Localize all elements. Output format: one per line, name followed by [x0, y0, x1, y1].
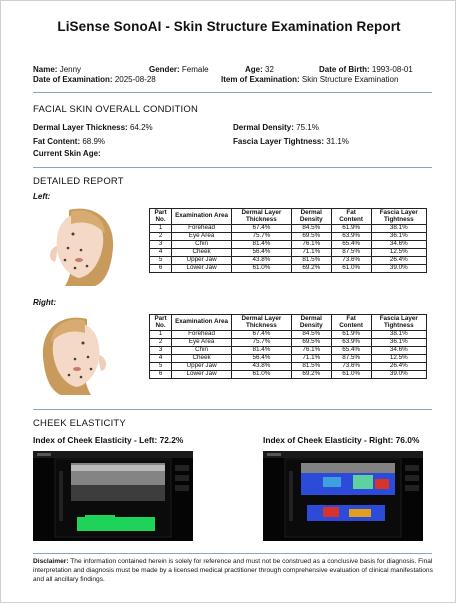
gender-label: Gender:: [149, 65, 180, 74]
table-cell: 81.4%: [231, 347, 291, 355]
dermal-density-value: 75.1%: [296, 123, 319, 132]
col-dermal-density: Dermal Density: [291, 209, 331, 225]
col-dermal-thickness: Dermal Layer Thickness: [231, 209, 291, 225]
table-cell: 56.4%: [231, 249, 291, 257]
overall-heading: FACIAL SKIN OVERALL CONDITION: [33, 104, 199, 115]
disclaimer-text: The information contained herein is solely for reference and must not be construed as a conclusive basis for diagnosis. Final interpretation and diagnosis must be made by a licensed medical practitioner through comprehensive evaluation of clinical manifestations and all ancillary findings.: [33, 558, 433, 583]
table-cell: 87.5%: [331, 249, 371, 257]
dermal-thickness-label: Dermal Layer Thickness:: [33, 123, 128, 132]
elasticity-right-value: 76.0%: [395, 435, 420, 445]
table-header-row: [150, 209, 427, 225]
fascia-tightness: [233, 137, 349, 147]
table-cell: 81.5%: [291, 363, 331, 371]
table-row: [150, 233, 427, 241]
table-cell: 84.5%: [291, 225, 331, 233]
table-cell: Upper Jaw: [172, 257, 232, 265]
col-fascia-tightness: Fascia Layer Tightness: [371, 209, 426, 225]
table-cell: 65.4%: [331, 241, 371, 249]
table-cell: Forehead: [172, 225, 232, 233]
table-cell: 75.7%: [231, 233, 291, 241]
table-cell: 69.5%: [291, 233, 331, 241]
elasticity-left: [33, 435, 183, 445]
detailed-heading: DETAILED REPORT: [33, 176, 124, 187]
table-cell: 1: [150, 331, 172, 339]
table-cell: 63.9%: [331, 339, 371, 347]
left-label: Left:: [33, 192, 51, 201]
right-label: Right:: [33, 298, 57, 307]
table-cell: 2: [150, 233, 172, 241]
table-cell: 56.4%: [231, 355, 291, 363]
left-table-body: [150, 225, 427, 273]
col-dermal-thickness: Dermal Layer Thickness: [231, 315, 291, 331]
table-cell: Eye Area: [172, 233, 232, 241]
table-cell: 63.9%: [331, 233, 371, 241]
fat-content: [33, 137, 105, 147]
left-detail-table: [149, 208, 427, 273]
dermal-density-label: Dermal Density:: [233, 123, 294, 132]
table-cell: Upper Jaw: [172, 363, 232, 371]
table-cell: 3: [150, 241, 172, 249]
dermal-thickness: [33, 123, 153, 133]
table-cell: Forehead: [172, 331, 232, 339]
table-cell: 6: [150, 371, 172, 379]
table-cell: 36.1%: [371, 233, 426, 241]
table-cell: 12.5%: [371, 249, 426, 257]
table-cell: Chin: [172, 241, 232, 249]
table-cell: 87.5%: [331, 355, 371, 363]
table-cell: 36.1%: [371, 339, 426, 347]
divider: [33, 167, 432, 168]
table-cell: 75.7%: [231, 339, 291, 347]
name-value: Jenny: [59, 65, 82, 74]
table-cell: Cheek: [172, 249, 232, 257]
table-cell: 61.0%: [331, 371, 371, 379]
col-dermal-density: Dermal Density: [291, 315, 331, 331]
table-cell: Eye Area: [172, 339, 232, 347]
age-value: 32: [265, 65, 274, 74]
table-cell: 6: [150, 265, 172, 273]
disclaimer: [33, 557, 433, 584]
table-cell: 69.5%: [291, 339, 331, 347]
table-cell: 39.0%: [371, 265, 426, 273]
skin-age: [33, 149, 101, 159]
table-cell: Cheek: [172, 355, 232, 363]
table-row: [150, 265, 427, 273]
dob-label: Date of Birth:: [319, 65, 370, 74]
table-row: [150, 371, 427, 379]
col-exam-area: Examination Area: [172, 209, 232, 225]
table-cell: 39.0%: [371, 371, 426, 379]
table-cell: 61.9%: [331, 331, 371, 339]
col-part-no: Part No.: [150, 315, 172, 331]
exam-date-label: Date of Examination:: [33, 75, 113, 84]
table-cell: 61.0%: [231, 371, 291, 379]
table-cell: 69.2%: [291, 265, 331, 273]
ultrasound-image-left: [33, 451, 193, 541]
gender-value: Female: [181, 65, 209, 74]
table-cell: 76.1%: [291, 241, 331, 249]
table-cell: 61.9%: [331, 225, 371, 233]
table-cell: 81.5%: [291, 257, 331, 265]
table-row: [150, 241, 427, 249]
elasticity-right-label: Index of Cheek Elasticity - Right:: [263, 435, 394, 445]
table-cell: 71.1%: [291, 249, 331, 257]
table-cell: 43.8%: [231, 257, 291, 265]
right-table-body: [150, 331, 427, 379]
table-cell: 84.5%: [291, 331, 331, 339]
table-cell: 4: [150, 249, 172, 257]
elasticity-heading: CHEEK ELASTICITY: [33, 418, 126, 429]
table-cell: 5: [150, 257, 172, 265]
table-cell: 81.4%: [231, 241, 291, 249]
table-cell: Lower Jaw: [172, 265, 232, 273]
dob-value: 1993-08-01: [371, 65, 413, 74]
table-cell: 71.1%: [291, 355, 331, 363]
table-cell: 67.4%: [231, 225, 291, 233]
table-cell: 69.2%: [291, 371, 331, 379]
table-row: [150, 347, 427, 355]
col-exam-area: Examination Area: [172, 315, 232, 331]
exam-date-value: 2025-08-28: [114, 75, 156, 84]
table-header-row: [150, 315, 427, 331]
table-row: [150, 339, 427, 347]
table-cell: 4: [150, 355, 172, 363]
col-fat-content: Fat Content: [331, 315, 371, 331]
col-fascia-tightness: Fascia Layer Tightness: [371, 315, 426, 331]
face-illustration-left: [35, 204, 121, 286]
fascia-label: Fascia Layer Tightness:: [233, 137, 324, 146]
fat-content-value: 68.9%: [82, 137, 106, 146]
table-cell: 26.4%: [371, 363, 426, 371]
table-cell: 61.0%: [331, 265, 371, 273]
elasticity-right: [263, 435, 419, 445]
divider: [33, 92, 432, 93]
table-cell: 73.6%: [331, 363, 371, 371]
table-cell: 67.4%: [231, 331, 291, 339]
col-part-no: Part No.: [150, 209, 172, 225]
table-cell: 65.4%: [331, 347, 371, 355]
table-cell: 61.0%: [231, 265, 291, 273]
table-cell: 38.1%: [371, 331, 426, 339]
exam-item-label: Item of Examination:: [221, 75, 300, 84]
dermal-density: [233, 123, 319, 133]
table-cell: 73.6%: [331, 257, 371, 265]
table-cell: 34.6%: [371, 241, 426, 249]
table-cell: 12.5%: [371, 355, 426, 363]
elasticity-left-label: Index of Cheek Elasticity - Left:: [33, 435, 158, 445]
table-cell: 5: [150, 363, 172, 371]
table-cell: Chin: [172, 347, 232, 355]
table-cell: 34.6%: [371, 347, 426, 355]
dermal-thickness-value: 64.2%: [129, 123, 153, 132]
table-cell: 38.1%: [371, 225, 426, 233]
table-cell: 26.4%: [371, 257, 426, 265]
divider: [33, 409, 432, 410]
table-cell: 43.8%: [231, 363, 291, 371]
right-detail-table: [149, 314, 427, 379]
divider: [33, 553, 432, 554]
table-cell: 3: [150, 347, 172, 355]
table-cell: 76.1%: [291, 347, 331, 355]
ultrasound-image-right: [263, 451, 423, 541]
exam-item-value: Skin Structure Examination: [301, 75, 399, 84]
disclaimer-label: Disclaimer:: [33, 558, 69, 565]
col-fat-content: Fat Content: [331, 209, 371, 225]
table-cell: Lower Jaw: [172, 371, 232, 379]
face-illustration-right: [35, 313, 121, 395]
fascia-value: 31.1%: [326, 137, 349, 146]
name-label: Name:: [33, 65, 58, 74]
table-cell: 1: [150, 225, 172, 233]
skin-age-label: Current Skin Age:: [33, 149, 101, 158]
age-label: Age:: [245, 65, 263, 74]
table-cell: 2: [150, 339, 172, 347]
fat-content-label: Fat Content:: [33, 137, 81, 146]
report-title: LiSense SonoAI - Skin Structure Examination Report: [57, 19, 401, 34]
elasticity-left-value: 72.2%: [159, 435, 184, 445]
